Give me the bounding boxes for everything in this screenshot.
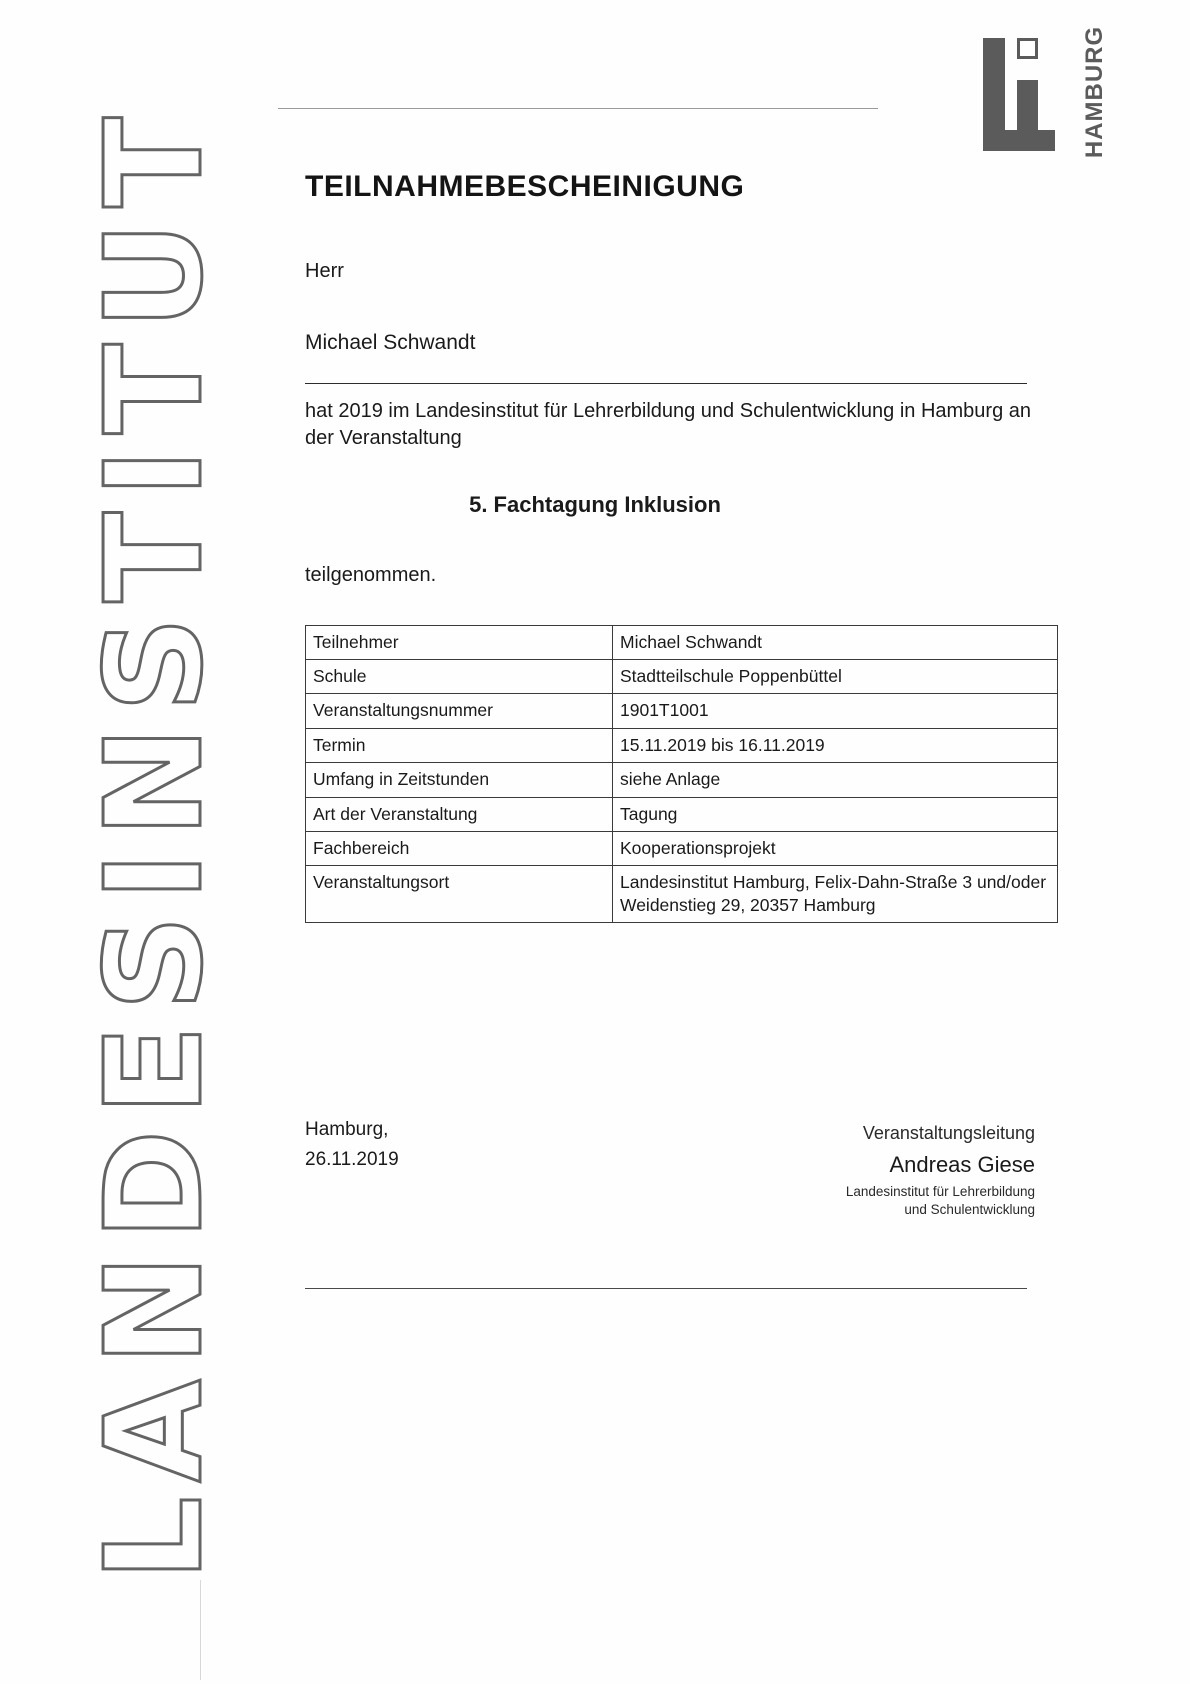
detail-key: Fachbereich [306,831,613,865]
signature-block [846,1123,1035,1219]
detail-value: siehe Anlage [613,763,1058,797]
table-row [306,659,1058,693]
detail-key: Schule [306,659,613,693]
detail-key: Art der Veranstaltung [306,797,613,831]
li-hamburg-logo [977,14,1112,164]
logo-foot-shape [983,130,1055,151]
detail-value: Tagung [613,797,1058,831]
signature-name: Andreas Giese [889,1152,1035,1177]
detail-value: Michael Schwandt [613,625,1058,659]
event-title: 5. Fachtagung Inklusion [469,491,721,517]
table-row [306,797,1058,831]
detail-key: Umfang in Zeitstunden [306,763,613,797]
place-text: Hamburg, [305,1119,389,1140]
participation-statement: teilgenommen. [305,563,437,586]
detail-value: Stadtteilschule Poppenbüttel [613,659,1058,693]
recipient-divider [305,383,1027,384]
li-monogram-icon [977,20,1063,160]
detail-value: 1901T1001 [613,694,1058,728]
detail-value: 15.11.2019 bis 16.11.2019 [613,728,1058,762]
place-and-date [305,1115,399,1176]
document-body [305,170,1047,923]
signature-org-line-1: Landesinstitut für Lehrerbildung [845,1184,1035,1199]
details-table [305,625,1058,924]
signature-org-line-2: und Schulentwicklung [904,1202,1035,1218]
logo-city-label [1078,22,1112,162]
date-text: 26.11.2019 [305,1149,399,1171]
header-divider [278,108,878,109]
detail-key: Veranstaltungsort [306,866,613,923]
table-row [306,866,1058,923]
page-title: TEILNAHMEBESCHEINIGUNG [305,170,745,203]
logo-dot-shape [1017,38,1038,59]
logo-city-text: HAMBURG [1081,25,1108,159]
footer-divider [305,1288,1027,1289]
signature-org [846,1183,1035,1219]
table-row [306,831,1058,865]
recipient-name: Michael Schwandt [305,331,476,354]
vertical-institute-wordmark-text: LANDESINSTITUT [78,102,232,1582]
detail-key: Veranstaltungsnummer [306,694,613,728]
detail-value: Landesinstitut Hamburg, Felix-Dahn-Straße 3 und/oder Weidenstieg 29, 20357 Hamburg [613,866,1058,923]
vertical-institute-wordmark [40,0,270,1684]
table-row [306,694,1058,728]
detail-value: Kooperationsprojekt [613,831,1058,865]
scan-artifact [200,1580,201,1680]
signature-role: Veranstaltungsleitung [862,1123,1035,1143]
intro-text: hat 2019 im Landesinstitut für Lehrerbildung und Schulentwicklung in Hamburg an der Veranstaltung [305,400,1032,449]
detail-key: Termin [306,728,613,762]
detail-key: Teilnehmer [306,625,613,659]
salutation: Herr [305,260,344,282]
table-row [306,625,1058,659]
table-row [306,763,1058,797]
table-row [306,728,1058,762]
document-footer [305,1115,1035,1315]
